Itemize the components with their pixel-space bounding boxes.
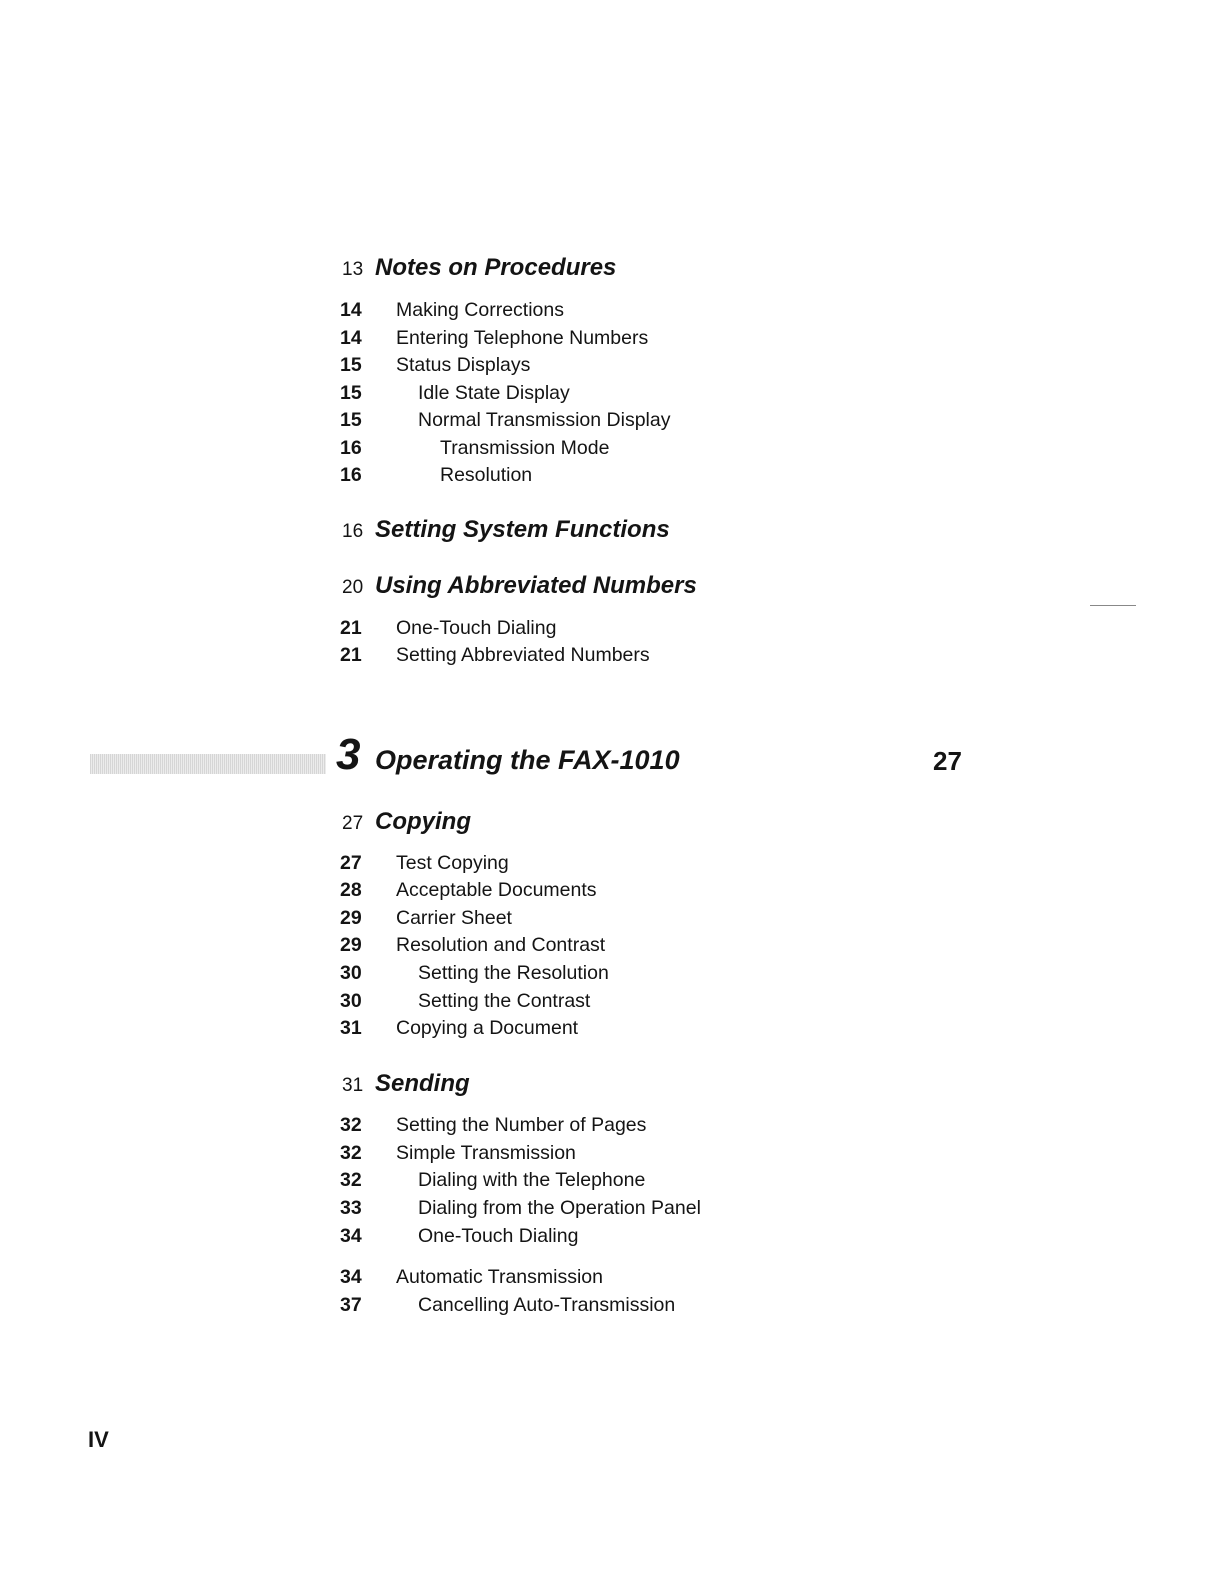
entry-page-number: 34 [340,1266,362,1288]
section-title: Copying [375,808,471,835]
toc-section-notes-on-procedures[interactable] [342,254,616,282]
entry-label: Dialing from the Operation Panel [418,1197,701,1219]
entry-label: Idle State Display [418,382,570,404]
entry-page-number: 31 [340,1017,362,1039]
entry-page-number: 30 [340,962,362,984]
toc-section-copying[interactable] [342,808,471,836]
entry-label: Copying a Document [396,1017,579,1039]
margin-rule [1090,605,1136,606]
entry-page-number: 34 [340,1225,362,1247]
entry-label: Making Corrections [396,299,564,321]
section-page-number: 13 [342,259,364,280]
entry-label: Simple Transmission [396,1142,576,1164]
section-page-number: 20 [342,577,364,598]
entry-page-number: 15 [340,354,362,376]
entry-label: Transmission Mode [440,437,610,459]
entry-page-number: 14 [340,299,362,321]
entry-page-number: 16 [340,437,362,459]
entry-page-number: 21 [340,644,362,666]
entry-page-number: 21 [340,617,362,639]
entry-label: Entering Telephone Numbers [396,327,649,349]
entry-label: One-Touch Dialing [418,1225,579,1247]
section-title: Sending [375,1070,470,1097]
entry-label: Resolution and Contrast [396,934,606,956]
entry-label: Resolution [440,464,533,486]
entry-label: Dialing with the Telephone [418,1169,646,1191]
entry-label: Carrier Sheet [396,907,512,929]
entry-page-number: 32 [340,1142,362,1164]
section-page-number: 31 [342,1075,364,1096]
entry-label: Automatic Transmission [396,1266,603,1288]
page-folio: IV [88,1427,109,1452]
entry-page-number: 32 [340,1169,362,1191]
entry-label: Setting the Contrast [418,990,591,1012]
toc-section-sending[interactable] [342,1070,470,1098]
entry-page-number: 14 [340,327,362,349]
entry-label: One-Touch Dialing [396,617,557,639]
entry-page-number: 28 [340,879,362,901]
entry-page-number: 33 [340,1197,362,1219]
entry-label: Acceptable Documents [396,879,597,901]
chapter-title[interactable]: Operating the FAX-1010 [375,745,680,775]
toc-section-using-abbreviated-numbers[interactable] [342,572,697,600]
entry-label: Test Copying [396,852,509,874]
section-page-number: 16 [342,521,364,542]
chapter-marker-bar [90,754,326,774]
entry-label: Setting the Number of Pages [396,1114,647,1136]
toc-section-setting-system-functions[interactable] [342,516,670,544]
entry-label: Setting the Resolution [418,962,609,984]
chapter-number: 3 [336,730,361,779]
entry-label: Normal Transmission Display [418,409,671,431]
entry-page-number: 27 [340,852,362,874]
entry-page-number: 30 [340,990,362,1012]
entry-label: Cancelling Auto-Transmission [418,1294,676,1316]
section-title: Notes on Procedures [375,254,617,281]
section-page-number: 27 [342,813,364,834]
entry-label: Setting Abbreviated Numbers [396,644,650,666]
entry-page-number: 16 [340,464,362,486]
entry-page-number: 29 [340,907,362,929]
entry-page-number: 37 [340,1294,362,1316]
entry-label: Status Displays [396,354,531,376]
section-title: Setting System Functions [375,516,670,543]
entry-page-number: 15 [340,382,362,404]
chapter-page-number: 27 [933,746,962,776]
entry-page-number: 29 [340,934,362,956]
section-title: Using Abbreviated Numbers [375,572,697,599]
entry-page-number: 15 [340,409,362,431]
entry-page-number: 32 [340,1114,362,1136]
